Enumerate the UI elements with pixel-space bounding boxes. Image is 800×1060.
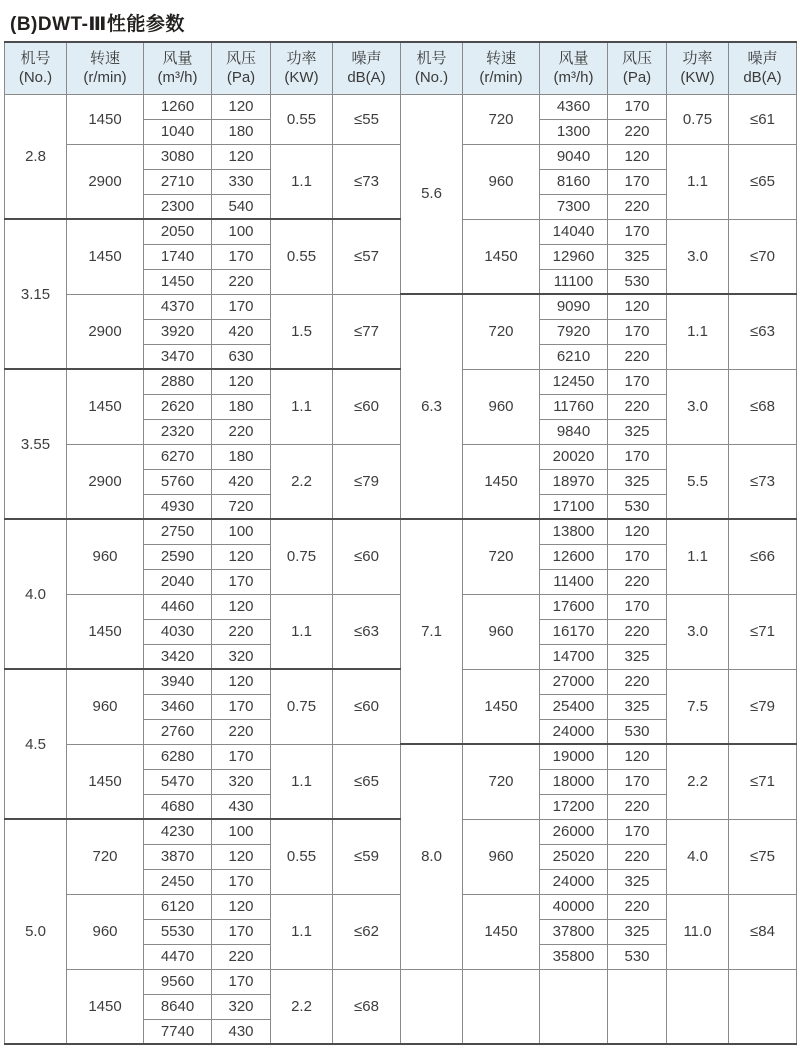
- cell-empty: [608, 969, 667, 1044]
- cell-empty: [729, 969, 797, 1044]
- cell-flow: 3870: [144, 844, 212, 869]
- cell-pressure: 170: [608, 769, 667, 794]
- table-row: [5, 94, 797, 119]
- cell-flow: 1300: [540, 119, 608, 144]
- cell-fan-no: 2.8: [5, 94, 67, 219]
- cell-flow: 9090: [540, 294, 608, 319]
- cell-pressure: 170: [608, 319, 667, 344]
- header-noise: 噪声 dB(A): [729, 42, 797, 94]
- performance-table-body: [5, 94, 797, 1044]
- cell-flow: 11100: [540, 269, 608, 294]
- cell-speed: 1450: [463, 894, 540, 969]
- cell-flow: 12450: [540, 369, 608, 394]
- cell-noise: ≤79: [729, 669, 797, 744]
- cell-flow: 7740: [144, 1019, 212, 1044]
- cell-empty: [401, 969, 463, 1044]
- cell-pressure: 220: [608, 844, 667, 869]
- cell-pressure: 170: [608, 94, 667, 119]
- cell-flow: 9560: [144, 969, 212, 994]
- cell-power: 3.0: [667, 594, 729, 669]
- cell-flow: 12960: [540, 244, 608, 269]
- cell-pressure: 170: [212, 869, 271, 894]
- cell-noise: ≤71: [729, 744, 797, 819]
- cell-flow: 17200: [540, 794, 608, 819]
- cell-flow: 6210: [540, 344, 608, 369]
- cell-pressure: 170: [212, 244, 271, 269]
- table-row: [5, 519, 797, 544]
- cell-flow: 26000: [540, 819, 608, 844]
- cell-power: 2.2: [271, 444, 333, 519]
- cell-pressure: 120: [608, 294, 667, 319]
- cell-flow: 4230: [144, 819, 212, 844]
- cell-noise: ≤65: [729, 144, 797, 219]
- cell-flow: 2590: [144, 544, 212, 569]
- cell-pressure: 220: [608, 669, 667, 694]
- cell-noise: ≤59: [333, 819, 401, 894]
- cell-empty: [667, 969, 729, 1044]
- cell-flow: 6270: [144, 444, 212, 469]
- cell-pressure: 170: [608, 544, 667, 569]
- cell-pressure: 120: [212, 144, 271, 169]
- cell-pressure: 220: [608, 344, 667, 369]
- cell-speed: 720: [463, 294, 540, 369]
- cell-flow: 24000: [540, 719, 608, 744]
- cell-pressure: 100: [212, 219, 271, 244]
- cell-flow: 5760: [144, 469, 212, 494]
- cell-flow: 3940: [144, 669, 212, 694]
- cell-fan-no: 3.55: [5, 369, 67, 519]
- cell-pressure: 325: [608, 644, 667, 669]
- cell-empty: [463, 969, 540, 1044]
- cell-flow: 14700: [540, 644, 608, 669]
- cell-pressure: 170: [608, 219, 667, 244]
- cell-flow: 4930: [144, 494, 212, 519]
- cell-flow: 18000: [540, 769, 608, 794]
- cell-speed: 720: [463, 519, 540, 594]
- cell-noise: ≤63: [333, 594, 401, 669]
- cell-speed: 1450: [463, 444, 540, 519]
- cell-pressure: 220: [608, 194, 667, 219]
- cell-power: 1.1: [667, 144, 729, 219]
- table-row: [5, 744, 797, 769]
- cell-pressure: 320: [212, 769, 271, 794]
- cell-flow: 17100: [540, 494, 608, 519]
- cell-pressure: 120: [212, 594, 271, 619]
- cell-flow: 4470: [144, 944, 212, 969]
- cell-pressure: 170: [608, 444, 667, 469]
- cell-flow: 11400: [540, 569, 608, 594]
- cell-flow: 5470: [144, 769, 212, 794]
- cell-flow: 6120: [144, 894, 212, 919]
- cell-flow: 11760: [540, 394, 608, 419]
- header-speed: 转速 (r/min): [463, 42, 540, 94]
- performance-table-header-row: [5, 42, 797, 94]
- cell-power: 2.2: [271, 969, 333, 1044]
- cell-fan-no: 4.5: [5, 669, 67, 819]
- cell-pressure: 170: [212, 969, 271, 994]
- cell-noise: ≤71: [729, 594, 797, 669]
- cell-pressure: 170: [212, 294, 271, 319]
- cell-flow: 1450: [144, 269, 212, 294]
- cell-flow: 8640: [144, 994, 212, 1019]
- cell-speed: 1450: [67, 94, 144, 144]
- cell-pressure: 530: [608, 494, 667, 519]
- cell-flow: 1040: [144, 119, 212, 144]
- cell-flow: 27000: [540, 669, 608, 694]
- cell-speed: 1450: [67, 744, 144, 819]
- cell-power: 0.55: [271, 219, 333, 294]
- header-flow: 风量 (m³/h): [144, 42, 212, 94]
- cell-pressure: 220: [608, 619, 667, 644]
- cell-speed: 960: [67, 519, 144, 594]
- cell-noise: ≤60: [333, 519, 401, 594]
- table-row: [5, 294, 797, 319]
- cell-pressure: 120: [608, 144, 667, 169]
- cell-flow: 4460: [144, 594, 212, 619]
- cell-pressure: 530: [608, 944, 667, 969]
- cell-flow: 1260: [144, 94, 212, 119]
- cell-power: 3.0: [667, 369, 729, 444]
- cell-pressure: 220: [608, 794, 667, 819]
- cell-flow: 4030: [144, 619, 212, 644]
- cell-pressure: 220: [212, 269, 271, 294]
- cell-speed: 1450: [67, 219, 144, 294]
- cell-pressure: 180: [212, 119, 271, 144]
- cell-noise: ≤66: [729, 519, 797, 594]
- cell-flow: 5530: [144, 919, 212, 944]
- cell-noise: ≤62: [333, 894, 401, 969]
- cell-flow: 2450: [144, 869, 212, 894]
- cell-fan-no: 6.3: [401, 294, 463, 519]
- cell-flow: 17600: [540, 594, 608, 619]
- cell-flow: 2300: [144, 194, 212, 219]
- cell-power: 2.2: [667, 744, 729, 819]
- cell-power: 1.1: [667, 519, 729, 594]
- cell-flow: 4680: [144, 794, 212, 819]
- cell-flow: 2750: [144, 519, 212, 544]
- cell-pressure: 170: [212, 919, 271, 944]
- cell-fan-no: 7.1: [401, 519, 463, 744]
- cell-pressure: 120: [212, 94, 271, 119]
- cell-flow: 4360: [540, 94, 608, 119]
- cell-flow: 6280: [144, 744, 212, 769]
- cell-flow: 3080: [144, 144, 212, 169]
- cell-flow: 18970: [540, 469, 608, 494]
- cell-flow: 13800: [540, 519, 608, 544]
- cell-pressure: 170: [212, 694, 271, 719]
- cell-noise: ≤57: [333, 219, 401, 294]
- cell-pressure: 220: [212, 944, 271, 969]
- cell-speed: 1450: [67, 594, 144, 669]
- cell-flow: 2040: [144, 569, 212, 594]
- cell-flow: 35800: [540, 944, 608, 969]
- page-title: (B)DWT-Ⅲ性能参数: [10, 14, 185, 35]
- cell-speed: 960: [463, 819, 540, 894]
- cell-flow: 3470: [144, 344, 212, 369]
- cell-flow: 3920: [144, 319, 212, 344]
- cell-speed: 1450: [463, 219, 540, 294]
- header-power: 功率 (KW): [667, 42, 729, 94]
- cell-pressure: 170: [608, 169, 667, 194]
- cell-flow: 3460: [144, 694, 212, 719]
- cell-flow: 3420: [144, 644, 212, 669]
- cell-speed: 720: [463, 744, 540, 819]
- cell-pressure: 540: [212, 194, 271, 219]
- cell-noise: ≤70: [729, 219, 797, 294]
- cell-power: 0.55: [271, 819, 333, 894]
- cell-speed: 960: [67, 669, 144, 744]
- cell-pressure: 320: [212, 644, 271, 669]
- cell-fan-no: 3.15: [5, 219, 67, 369]
- cell-noise: ≤68: [729, 369, 797, 444]
- cell-speed: 1450: [67, 969, 144, 1044]
- cell-fan-no: 8.0: [401, 744, 463, 969]
- cell-pressure: 220: [212, 419, 271, 444]
- cell-pressure: 220: [608, 569, 667, 594]
- cell-pressure: 325: [608, 419, 667, 444]
- cell-noise: ≤55: [333, 94, 401, 144]
- cell-power: 4.0: [667, 819, 729, 894]
- cell-flow: 2760: [144, 719, 212, 744]
- cell-speed: 1450: [67, 369, 144, 444]
- cell-flow: 2620: [144, 394, 212, 419]
- cell-noise: ≤73: [729, 444, 797, 519]
- header-power: 功率 (KW): [271, 42, 333, 94]
- cell-pressure: 220: [608, 119, 667, 144]
- cell-flow: 2710: [144, 169, 212, 194]
- cell-noise: ≤65: [333, 744, 401, 819]
- cell-speed: 960: [67, 894, 144, 969]
- cell-pressure: 420: [212, 469, 271, 494]
- cell-flow: 20020: [540, 444, 608, 469]
- cell-pressure: 325: [608, 244, 667, 269]
- cell-fan-no: 5.6: [401, 94, 463, 294]
- cell-power: 1.1: [667, 294, 729, 369]
- cell-noise: ≤68: [333, 969, 401, 1044]
- cell-flow: 8160: [540, 169, 608, 194]
- cell-pressure: 220: [608, 894, 667, 919]
- cell-pressure: 220: [212, 719, 271, 744]
- cell-pressure: 100: [212, 519, 271, 544]
- cell-pressure: 120: [212, 844, 271, 869]
- cell-flow: 9840: [540, 419, 608, 444]
- cell-flow: 40000: [540, 894, 608, 919]
- cell-pressure: 170: [608, 369, 667, 394]
- cell-flow: 12600: [540, 544, 608, 569]
- header-fan-no: 机号 (No.): [5, 42, 67, 94]
- header-noise: 噪声 dB(A): [333, 42, 401, 94]
- cell-pressure: 120: [608, 519, 667, 544]
- cell-empty: [540, 969, 608, 1044]
- cell-noise: ≤60: [333, 369, 401, 444]
- cell-pressure: 325: [608, 694, 667, 719]
- header-fan-no: 机号 (No.): [401, 42, 463, 94]
- header-pressure: 风压 (Pa): [608, 42, 667, 94]
- cell-flow: 14040: [540, 219, 608, 244]
- cell-noise: ≤75: [729, 819, 797, 894]
- cell-pressure: 720: [212, 494, 271, 519]
- cell-flow: 37800: [540, 919, 608, 944]
- cell-power: 7.5: [667, 669, 729, 744]
- cell-flow: 2320: [144, 419, 212, 444]
- cell-flow: 9040: [540, 144, 608, 169]
- cell-speed: 2900: [67, 144, 144, 219]
- performance-table: [4, 41, 797, 1045]
- cell-speed: 960: [463, 369, 540, 444]
- cell-fan-no: 4.0: [5, 519, 67, 669]
- header-flow: 风量 (m³/h): [540, 42, 608, 94]
- cell-noise: ≤79: [333, 444, 401, 519]
- cell-pressure: 180: [212, 394, 271, 419]
- cell-flow: 16170: [540, 619, 608, 644]
- cell-speed: 2900: [67, 444, 144, 519]
- cell-pressure: 320: [212, 994, 271, 1019]
- cell-flow: 2050: [144, 219, 212, 244]
- cell-power: 1.1: [271, 144, 333, 219]
- cell-power: 1.5: [271, 294, 333, 369]
- cell-flow: 25400: [540, 694, 608, 719]
- cell-pressure: 170: [212, 744, 271, 769]
- cell-flow: 2880: [144, 369, 212, 394]
- cell-noise: ≤84: [729, 894, 797, 969]
- cell-flow: 24000: [540, 869, 608, 894]
- cell-pressure: 120: [212, 369, 271, 394]
- cell-power: 1.1: [271, 744, 333, 819]
- cell-pressure: 120: [212, 544, 271, 569]
- cell-flow: 25020: [540, 844, 608, 869]
- cell-speed: 960: [463, 594, 540, 669]
- cell-pressure: 170: [608, 594, 667, 619]
- cell-noise: ≤61: [729, 94, 797, 144]
- cell-power: 1.1: [271, 369, 333, 444]
- cell-pressure: 430: [212, 1019, 271, 1044]
- cell-pressure: 220: [608, 394, 667, 419]
- cell-speed: 1450: [463, 669, 540, 744]
- cell-speed: 960: [463, 144, 540, 219]
- cell-pressure: 530: [608, 269, 667, 294]
- cell-pressure: 120: [212, 669, 271, 694]
- cell-power: 5.5: [667, 444, 729, 519]
- cell-pressure: 330: [212, 169, 271, 194]
- cell-power: 0.75: [271, 669, 333, 744]
- header-pressure: 风压 (Pa): [212, 42, 271, 94]
- cell-noise: ≤63: [729, 294, 797, 369]
- cell-flow: 4370: [144, 294, 212, 319]
- cell-fan-no: 5.0: [5, 819, 67, 1044]
- cell-pressure: 530: [608, 719, 667, 744]
- cell-flow: 7920: [540, 319, 608, 344]
- cell-pressure: 220: [212, 619, 271, 644]
- cell-power: 0.75: [271, 519, 333, 594]
- cell-pressure: 630: [212, 344, 271, 369]
- cell-pressure: 420: [212, 319, 271, 344]
- cell-pressure: 120: [608, 744, 667, 769]
- cell-pressure: 430: [212, 794, 271, 819]
- cell-noise: ≤73: [333, 144, 401, 219]
- cell-power: 3.0: [667, 219, 729, 294]
- cell-power: 1.1: [271, 894, 333, 969]
- cell-flow: 7300: [540, 194, 608, 219]
- cell-flow: 19000: [540, 744, 608, 769]
- cell-speed: 2900: [67, 294, 144, 369]
- table-row: [5, 969, 797, 994]
- cell-pressure: 180: [212, 444, 271, 469]
- cell-noise: ≤77: [333, 294, 401, 369]
- cell-pressure: 120: [212, 894, 271, 919]
- cell-pressure: 170: [212, 569, 271, 594]
- cell-speed: 720: [463, 94, 540, 144]
- cell-pressure: 325: [608, 869, 667, 894]
- cell-power: 1.1: [271, 594, 333, 669]
- cell-pressure: 170: [608, 819, 667, 844]
- cell-pressure: 325: [608, 919, 667, 944]
- cell-speed: 720: [67, 819, 144, 894]
- cell-power: 0.55: [271, 94, 333, 144]
- cell-flow: 1740: [144, 244, 212, 269]
- cell-power: 0.75: [667, 94, 729, 144]
- cell-noise: ≤60: [333, 669, 401, 744]
- cell-power: 11.0: [667, 894, 729, 969]
- cell-pressure: 100: [212, 819, 271, 844]
- cell-pressure: 325: [608, 469, 667, 494]
- header-speed: 转速 (r/min): [67, 42, 144, 94]
